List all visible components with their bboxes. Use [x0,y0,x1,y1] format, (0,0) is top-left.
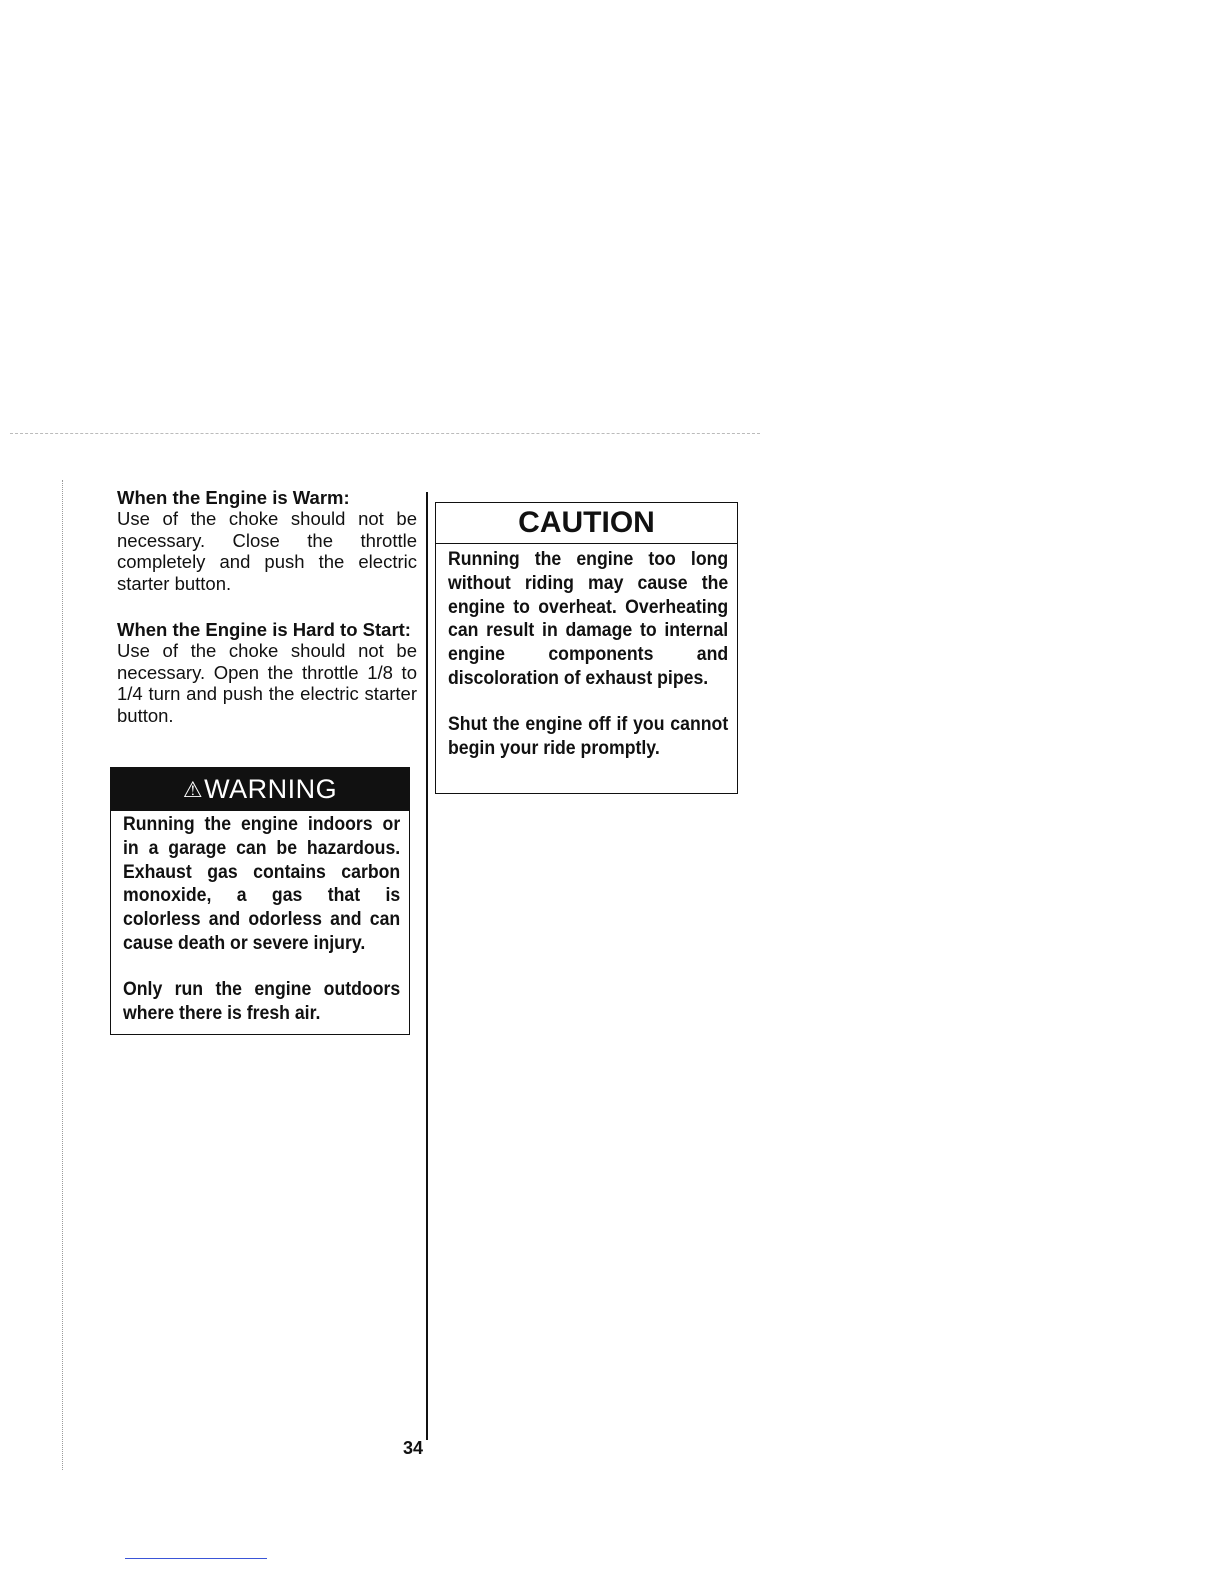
warning-paragraph: Running the engine indoors or in a garage can be hazardous. Exhaust gas contains carbon monoxide, a gas that is colorless and odorless and can cause death or severe injury. [123,814,401,954]
warning-paragraph: Only run the engine outdoors where there is fresh air. [123,978,401,1024]
warning-header [111,768,409,811]
scan-left-edge [62,480,63,1470]
caution-box [435,502,738,794]
scan-artifact-line [125,1558,267,1559]
column-divider-rule [426,492,428,1440]
body-engine-warm: Use of the choke should not be necessary. Close the throttle completely and push the electric starter button. [117,508,417,594]
warning-box [110,767,410,1035]
section-engine-warm [117,487,417,594]
warning-body [111,811,409,1025]
body-engine-hard-to-start: Use of the choke should not be necessary. Open the throttle 1/8 to 1/4 turn and push the electric starter button. [117,640,417,726]
scan-edge-line [10,433,760,434]
caution-header: CAUTION [436,503,737,544]
caution-paragraph: Shut the engine off if you cannot begin your ride promptly. [448,713,729,759]
heading-engine-warm: When the Engine is Warm: [117,487,350,508]
heading-engine-hard-to-start: When the Engine is Hard to Start: [117,619,411,640]
warning-triangle-icon: ⚠ [182,777,204,802]
page-number: 34 [403,1438,424,1458]
warning-label: WARNING [204,774,338,804]
caution-body [436,544,737,760]
caution-paragraph: Running the engine too long without riding may cause the engine to overheat. Overheating can result in damage to internal engine components and discoloration of exhaust pipes. [448,549,729,689]
section-engine-hard-to-start [117,619,417,726]
